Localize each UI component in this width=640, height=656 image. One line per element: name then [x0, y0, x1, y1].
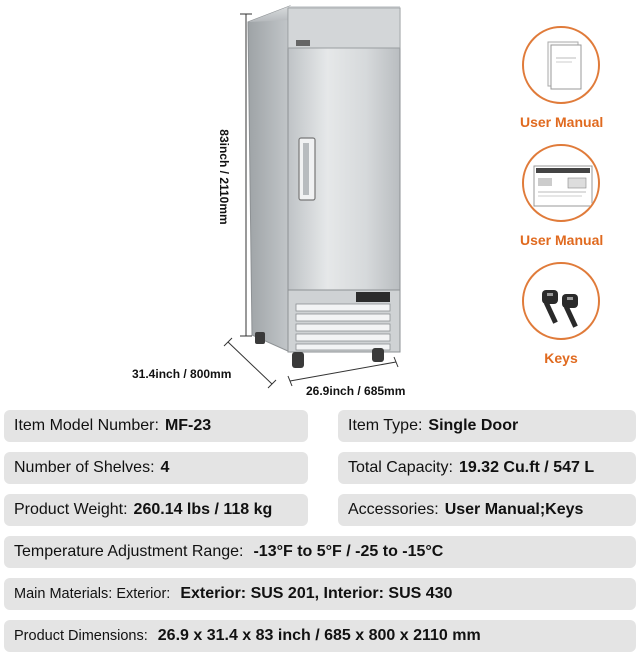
spec-weight — [4, 494, 308, 526]
accessory-label: Keys — [544, 350, 578, 366]
spec-value: MF-23 — [164, 417, 212, 434]
spec-key: Number of Shelves: — [14, 459, 155, 476]
spec-type — [338, 410, 636, 442]
spec-value: User Manual;Keys — [444, 501, 584, 518]
spec-value: -13°F to 5°F / -25 to -15°C — [253, 543, 444, 560]
keys-icon — [522, 262, 600, 340]
spec-key: Item Model Number: — [14, 417, 159, 434]
spec-capacity — [338, 452, 636, 484]
width-dimension-label: 26.9inch / 685mm — [306, 384, 406, 398]
spec-key: Accessories: — [348, 501, 439, 518]
accessory-keys — [520, 262, 602, 366]
spec-shelves — [4, 452, 308, 484]
manual-booklet-icon — [522, 26, 600, 104]
depth-dimension-line — [224, 338, 276, 388]
accessory-label: User Manual — [520, 114, 604, 130]
spec-key: Product Weight: — [14, 501, 128, 518]
spec-model — [4, 410, 308, 442]
spec-value: 19.32 Cu.ft / 547 L — [458, 459, 595, 476]
accessory-label: User Manual — [520, 232, 604, 248]
spec-materials — [4, 578, 636, 610]
spec-key: Product Dimensions: — [14, 628, 148, 644]
spec-key: Total Capacity: — [348, 459, 453, 476]
spec-key: Temperature Adjustment Range: — [14, 543, 244, 560]
spec-dimensions — [4, 620, 636, 652]
manual-sheet-icon — [522, 144, 600, 222]
spec-value: 260.14 lbs / 118 kg — [133, 501, 273, 518]
spec-accessories — [338, 494, 636, 526]
spec-value: Single Door — [428, 417, 519, 434]
height-dimension-label: 83inch / 2110mm — [217, 129, 231, 225]
depth-dimension-label: 31.4inch / 800mm — [132, 367, 232, 381]
spec-key: Main Materials: Exterior: — [14, 586, 171, 602]
spec-value: 4 — [160, 459, 170, 476]
accessory-user-manual-1 — [520, 26, 602, 130]
spec-temperature — [4, 536, 636, 568]
spec-value: Exterior: SUS 201, Interior: SUS 430 — [180, 585, 453, 602]
accessory-user-manual-2 — [520, 144, 602, 248]
spec-key: Item Type: — [348, 417, 423, 434]
spec-value: 26.9 x 31.4 x 83 inch / 685 x 800 x 2110 mm — [157, 627, 481, 644]
